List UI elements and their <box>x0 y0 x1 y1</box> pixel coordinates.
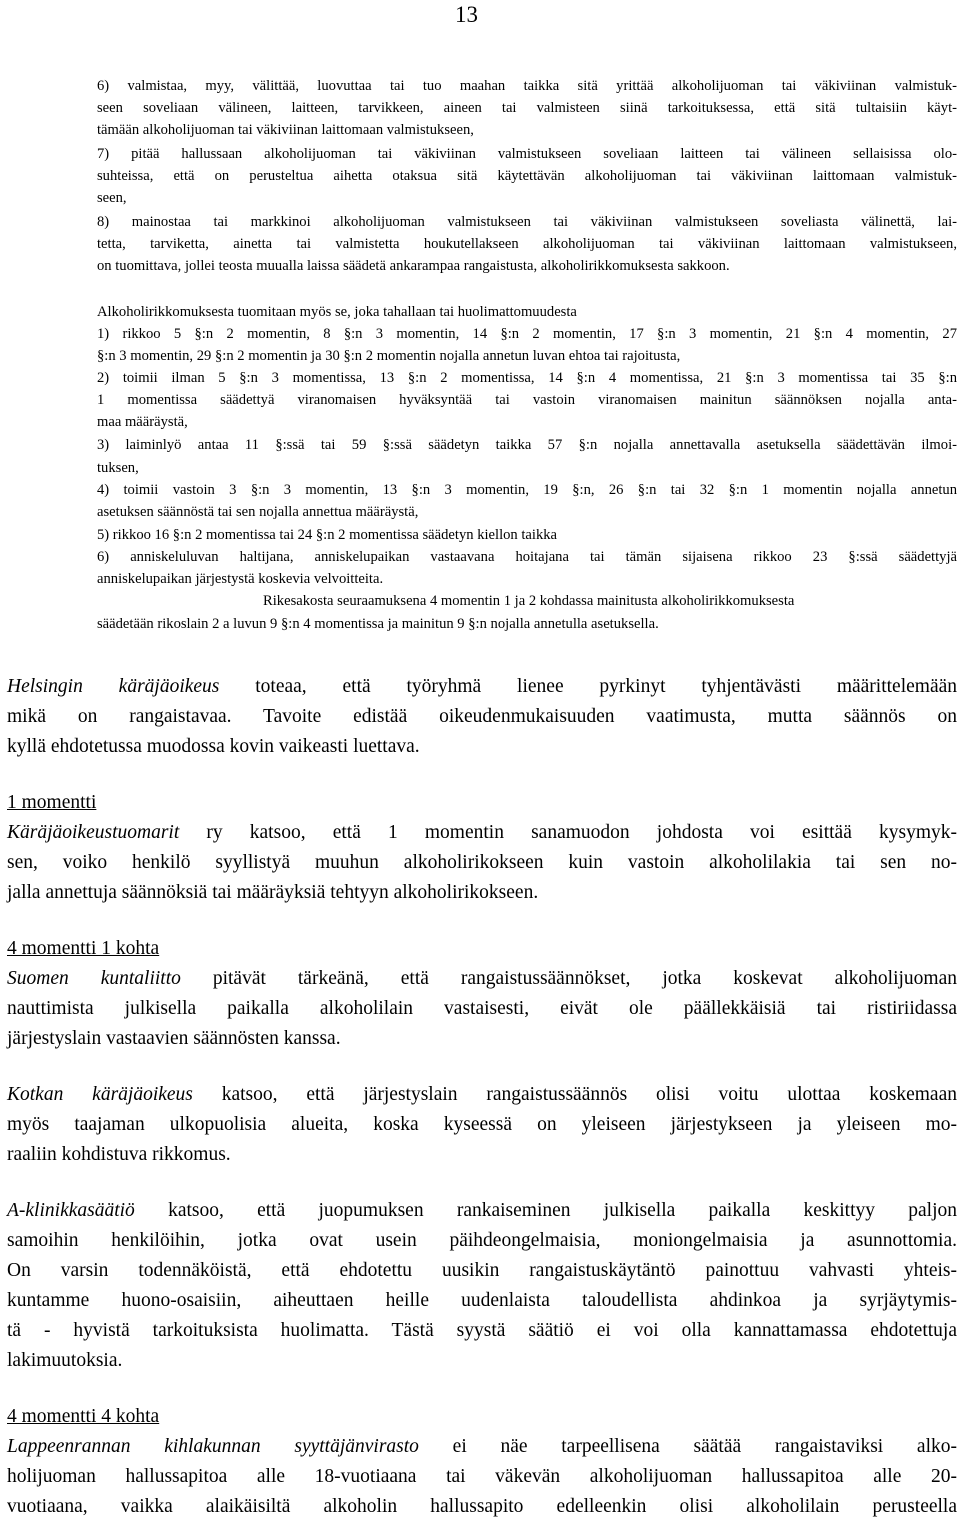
line-text: tuksen, <box>97 460 139 476</box>
statute-line <box>97 168 957 185</box>
line-text: ry katsoo, että 1 momentin sanamuodon johdosta voi esittää kysymyk- <box>179 822 957 843</box>
statute-line <box>97 214 957 231</box>
statute-line <box>97 100 957 117</box>
line-text: seen soveliaan välineen, laitteen, tarvikkeen, aineen tai valmisteen siinä tarkoituksessa, että sitä tultaisiin käyt- <box>97 100 957 116</box>
section-heading: 4 momentti 1 kohta <box>7 938 160 959</box>
heading-line <box>7 938 957 960</box>
line-text: holijuoman hallussapitoa alle 18-vuotiaana tai väkevän alkoholijuoman hallussapitoa alle 20- <box>7 1466 957 1487</box>
line-text: Rikesakosta seuraamuksena 4 momentin 1 ja 2 kohdassa mainitusta alkoholirikkomuksesta <box>263 593 795 609</box>
body-line <box>7 706 957 728</box>
body-line <box>7 1028 957 1050</box>
statute-line <box>97 122 957 139</box>
line-text: vuotiaana, vaikka alaikäisiltä alkoholin hallussapito edelleenkin olisi alkoholilain perusteella <box>7 1496 957 1517</box>
organization-name: Käräjäoikeustuomarit <box>7 822 180 843</box>
body-line <box>7 736 957 758</box>
line-text: 6) valmistaa, myy, välittää, luovuttaa tai tuo maahan taikka sitä yrittää alkoholijuoman tai väkiviinan valmistuk- <box>97 78 957 94</box>
statute-line <box>97 527 957 544</box>
body-line <box>7 822 957 844</box>
line-text: tä - hyvistä tarkoituksista huolimatta. Tästä syystä säätiö ei voi olla kannattamassa ehdotettuja <box>7 1320 957 1341</box>
page-number: 13 <box>455 2 478 27</box>
line-text: jalla annettuja säännöksiä tai määräyksiä tehtyyn alkoholirikokseen. <box>7 882 539 903</box>
statute-line <box>97 392 957 409</box>
line-text: 7) pitää hallussaan alkoholijuoman tai väkiviinan valmistukseen soveliaan laitteen tai välineen sellaisissa olo- <box>97 146 957 162</box>
line-text: on tuomittava, jollei teosta muualla laissa säädetä ankarampaa rangaistusta, alkoholirikkomuksesta sakkoon. <box>97 258 730 274</box>
line-text: 2) toimii ilman 5 §:n 3 momentissa, 13 §:n 2 momentissa, 14 §:n 4 momentissa, 21 §:n 3 momentissa tai 35 §:n <box>97 370 957 386</box>
section-heading: 1 momentti <box>7 792 97 813</box>
body-line <box>7 1466 957 1488</box>
organization-name: Suomen kuntaliitto <box>7 968 181 989</box>
line-text: suhteissa, että on perusteltua aihetta otaksua sitä käytettävän alkoholijuoman tai väkiviinan laittomaan valmistuk- <box>97 168 957 184</box>
line-text: lakimuutoksia. <box>7 1350 123 1371</box>
line-text: asetuksen säännöstä tai sen nojalla annettua määräystä, <box>97 504 419 520</box>
line-text: Alkoholirikkomuksesta tuomitaan myös se, joka tahallaan tai huolimattomuudesta <box>97 304 577 320</box>
line-text: 6) anniskeluluvan haltijana, anniskelupaikan vastaavana hoitajana tai tämän sijaisena rikkoo 23 §:ssä säädettyjä <box>97 549 957 565</box>
line-text: tämään alkoholijuoman tai väkiviinan laittomaan valmistukseen, <box>97 122 474 138</box>
line-text: samoihin henkilöihin, jotka ovat usein päihdeongelmaisia, moniongelmaisia ja asunnottomia. <box>7 1230 957 1251</box>
line-text: raaliin kohdistuva rikkomus. <box>7 1144 231 1165</box>
line-text: ei näe tarpeellisena säätää rangaistaviksi alko- <box>418 1436 957 1457</box>
statute-line <box>97 482 957 499</box>
statute-line <box>97 190 957 207</box>
organization-name: A-klinikkasäätiö <box>7 1200 135 1221</box>
line-text: mikä on rangaistavaa. Tavoite edistää oikeudenmukaisuuden vaatimusta, mutta säännös on <box>7 706 957 727</box>
statute-line <box>97 414 957 431</box>
line-text: järjestyslain vastaavien säännösten kanssa. <box>7 1028 341 1049</box>
line-text: sen, voiko henkilö syyllistyä muuhun alkoholirikokseen kuin vastoin alkoholilakia tai sen no- <box>7 852 957 873</box>
statute-line <box>97 304 957 321</box>
line-text: seen, <box>97 190 127 206</box>
statute-line <box>97 370 957 387</box>
line-text: säädetään rikoslain 2 a luvun 9 §:n 4 momentissa ja mainitun 9 §:n nojalla annetulla asetuksella. <box>97 616 659 632</box>
line-text: toteaa, että työryhmä lienee pyrkinyt tyhjentävästi määrittelemään <box>219 676 958 697</box>
body-line <box>7 1496 957 1518</box>
line-text: 4) toimii vastoin 3 §:n 3 momentin, 13 §:n 3 momentin, 19 §:n, 26 §:n tai 32 §:n 1 momentin nojalla annetun <box>97 482 957 498</box>
statute-line <box>97 326 957 343</box>
organization-name: Kotkan käräjäoikeus <box>7 1084 193 1105</box>
line-text: pitävät tärkeänä, että rangaistussäännökset, jotka koskevat alkoholijuoman <box>180 968 957 989</box>
statute-line <box>97 146 957 163</box>
line-text: kuntamme huono-osaisiin, aiheuttaen heille uudenlaista taloudellista ahdinkoa ja syrjäytymis- <box>7 1290 957 1311</box>
line-text: kyllä ehdotetussa muodossa kovin vaikeasti luettava. <box>7 736 420 757</box>
statute-line <box>97 78 957 95</box>
statute-line <box>97 437 957 454</box>
line-text: tetta, tarviketta, ainetta tai valmistetta houkutellakseen alkoholijuoman tai väkiviinan laittomaan valmistukseen, <box>97 236 957 252</box>
body-line <box>7 1230 957 1252</box>
line-text: 1) rikkoo 5 §:n 2 momentin, 8 §:n 3 momentin, 14 §:n 2 momentin, 17 §:n 3 momentin, 21 §:n 4 momentin, 27 <box>97 326 957 342</box>
line-text: maa määräystä, <box>97 414 188 430</box>
line-text: 1 momentissa säädettyä viranomaisen hyväksyntää tai vastoin viranomaisen mainitun säännöksen nojalla anta- <box>97 392 957 408</box>
body-line <box>7 882 957 904</box>
line-text: nauttimista julkisella paikalla alkoholilain vastaisesti, eivät ole päällekkäisiä tai ristiriidassa <box>7 998 957 1019</box>
body-line <box>7 1144 957 1166</box>
line-text: 3) laiminlyö antaa 11 §:ssä tai 59 §:ssä säädetyn taikka 57 §:n nojalla annettavalla asetuksella säädettävän ilmoi- <box>97 437 957 453</box>
line-text: §:n 3 momentin, 29 §:n 2 momentin ja 30 §:n 2 momentin nojalla annetun luvan ehtoa tai rajoitusta, <box>97 348 681 364</box>
body-line <box>7 1290 957 1312</box>
line-text: anniskelupaikan järjestystä koskevia velvoitteita. <box>97 571 384 587</box>
body-line <box>7 852 957 874</box>
statute-line <box>97 460 957 477</box>
body-line <box>7 998 957 1020</box>
body-line <box>7 1436 957 1458</box>
statute-line <box>97 236 957 253</box>
statute-line <box>97 616 957 633</box>
statute-line <box>97 348 957 365</box>
organization-name: Helsingin käräjäoikeus <box>7 676 220 697</box>
line-text: katsoo, että juopumuksen rankaiseminen julkisella paikalla keskittyy paljon <box>134 1200 957 1221</box>
line-text: myös taajaman ulkopuolisia alueita, koska kyseessä on yleiseen järjestykseen ja yleiseen mo- <box>7 1114 957 1135</box>
line-text: On varsin todennäköistä, että ehdotettu uusikin rangaistuskäytäntö painottuu vahvasti yhteis- <box>7 1260 957 1281</box>
body-line <box>7 1350 957 1372</box>
body-line <box>7 1084 957 1106</box>
organization-name: Lappeenrannan kihlakunnan syyttäjänvirasto <box>7 1436 419 1457</box>
section-heading: 4 momentti 4 kohta <box>7 1406 160 1427</box>
line-text: katsoo, että järjestyslain rangaistussäännös olisi voitu ulottaa koskemaan <box>192 1084 957 1105</box>
statute-line <box>97 571 957 588</box>
body-line <box>7 1320 957 1342</box>
statute-line <box>263 593 957 610</box>
line-text: 8) mainostaa tai markkinoi alkoholijuoman valmistukseen tai väkiviinan valmistukseen soveliasta välinettä, lai- <box>97 214 957 230</box>
body-line <box>7 1200 957 1222</box>
body-line <box>7 676 957 698</box>
heading-line <box>7 1406 957 1428</box>
body-line <box>7 1114 957 1136</box>
statute-line <box>97 549 957 566</box>
heading-line <box>7 792 957 814</box>
body-line <box>7 968 957 990</box>
statute-line <box>97 504 957 521</box>
statute-line <box>97 258 957 275</box>
body-line <box>7 1260 957 1282</box>
line-text: 5) rikkoo 16 §:n 2 momentissa tai 24 §:n 2 momentissa säädetyn kiellon taikka <box>97 527 558 543</box>
